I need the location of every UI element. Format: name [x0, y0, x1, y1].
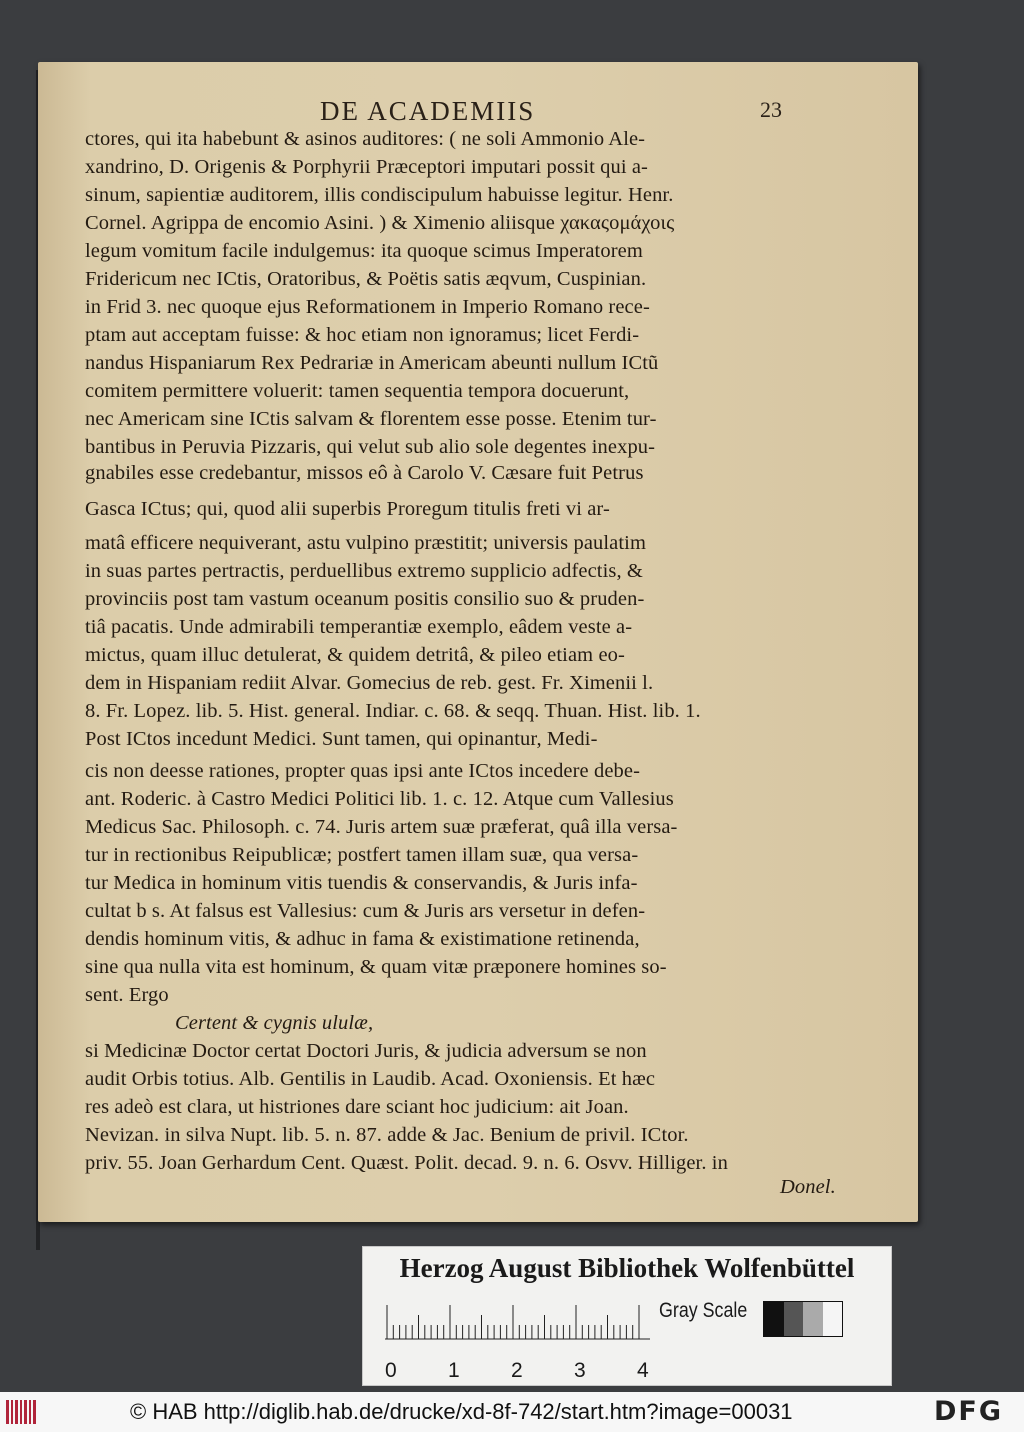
text-line: Gasca ICtus; qui, quod alii superbis Proregum titulis freti vi ar- [85, 498, 610, 520]
gray-patch [803, 1302, 823, 1336]
text-line: provinciis post tam vastum oceanum positis consilio suo & pruden- [85, 588, 645, 610]
library-name: Herzog August Bibliothek Wolfenbüttel [399, 1253, 855, 1283]
text-line: tur Medica in hominum vitis tuendis & conservandis, & Juris infa- [85, 872, 638, 894]
text-line: ant. Roderic. à Castro Medici Politici lib. 1. c. 12. Atque cum Vallesius [85, 788, 674, 810]
text-line: nandus Hispaniarum Rex Pedrariæ in Americam abeunti nullum ICtũ [85, 352, 659, 374]
text-line: comitem permittere voluerit: tamen sequentia tempora docuerunt, [85, 380, 630, 402]
text-line: Fridericum nec ICtis, Oratoribus, & Poëtis satis æqvum, Cuspinian. [85, 268, 647, 290]
text-line: tur in rectionibus Reipublicæ; postfert tamen illam suæ, qua versa- [85, 844, 639, 866]
text-line: legum vomitum facile indulgemus: ita quoque scimus Imperatorem [85, 240, 643, 262]
text-line: sinum, sapientiæ auditorem, illis condiscipulum habuisse legitur. Henr. [85, 184, 674, 206]
text-line: Nevizan. in silva Nupt. lib. 5. n. 87. adde & Jac. Benium de privil. ICtor. [85, 1124, 689, 1146]
text-line: matâ efficere nequiverant, astu vulpino præstitit; universis paulatim [85, 532, 647, 554]
text-line: Donel. [780, 1176, 836, 1198]
text-line: nec Americam sine ICtis salvam & florentem esse posse. Etenim tur- [85, 408, 657, 430]
text-line: tiâ pacatis. Unde admirabili temperantiæ exemplo, eâdem veste a- [85, 616, 633, 638]
ruler-label: 3 [574, 1359, 586, 1382]
text-line: 8. Fr. Lopez. lib. 5. Hist. general. Indiar. c. 68. & seqq. Thuan. Hist. lib. 1. [85, 700, 701, 722]
gray-patch [823, 1302, 843, 1336]
text-line: audit Orbis totius. Alb. Gentilis in Laudib. Acad. Oxoniensis. Et hæc [85, 1068, 656, 1090]
text-line: ptam aut acceptam fuisse: & hoc etiam non ignoramus; licet Ferdi- [85, 324, 640, 346]
gray-patch [784, 1302, 804, 1336]
ruler-label: 1 [448, 1359, 460, 1382]
ruler-label: 4 [637, 1359, 649, 1382]
library-color-card [362, 1246, 892, 1386]
ruler-label: 0 [385, 1359, 397, 1382]
hab-barcode-icon [6, 1398, 36, 1426]
gray-patch [764, 1302, 784, 1336]
text-line: si Medicinæ Doctor certat Doctori Juris, & judicia adversum se non [85, 1040, 647, 1062]
ruler-scale [385, 1301, 650, 1341]
text-line: cultat b s. At falsus est Vallesius: cum & Juris ars versetur in defen- [85, 900, 646, 922]
running-head: DE ACADEMIIS [320, 96, 536, 126]
text-line: dendis hominum vitis, & adhuc in fama & existimatione retinenda, [85, 928, 640, 950]
ruler-label: 2 [511, 1359, 523, 1382]
text-line: ctores, qui ita habebunt & asinos auditores: ( ne soli Ammonio Ale- [85, 128, 646, 150]
text-line: priv. 55. Joan Gerhardum Cent. Quæst. Polit. decad. 9. n. 6. Osvv. Hilliger. in [85, 1152, 728, 1174]
text-line: in Frid 3. nec quoque ejus Reformationem in Imperio Romano rece- [85, 296, 650, 318]
copyright-url: © HAB http://diglib.hab.de/drucke/xd-8f-742/start.htm?image=00031 [130, 1399, 793, 1424]
text-line: gnabiles esse credebantur, missos eô à Carolo V. Cæsare fuit Petrus [85, 462, 644, 484]
grayscale-label: Gray Scale [659, 1299, 748, 1322]
text-line: xandrino, D. Origenis & Porphyrii Præceptori imputari possit qui a- [85, 156, 648, 178]
verse-line: Certent & cygnis ululæ, [175, 1012, 374, 1034]
footer-bar [0, 1392, 1024, 1432]
text-line: res adeò est clara, ut histriones dare sciant hoc judicium: ait Joan. [85, 1096, 629, 1118]
page-number: 23 [760, 97, 782, 122]
text-line: bantibus in Peruvia Pizzaris, qui velut sub alio sole degentes inexpu- [85, 436, 656, 458]
text-line: Medicus Sac. Philosoph. c. 74. Juris artem suæ præferat, quâ illa versa- [85, 816, 678, 838]
text-line: Post ICtos incedunt Medici. Sunt tamen, qui opinantur, Medi- [85, 728, 598, 750]
text-line: dem in Hispaniam rediit Alvar. Gomecius de reb. gest. Fr. Ximenii l. [85, 672, 654, 694]
text-line: sent. Ergo [85, 984, 169, 1006]
text-line: mictus, quam illuc detulerat, & quidem detritâ, & pileo etiam eo- [85, 644, 625, 666]
text-line: sine qua nulla vita est hominum, & quam vitæ præponere homines so- [85, 956, 667, 978]
text-line: cis non deesse rationes, propter quas ipsi ante ICtos incedere debe- [85, 760, 640, 782]
dfg-logo: DFG [934, 1396, 1004, 1427]
grayscale-swatch [763, 1301, 843, 1337]
text-line: Cornel. Agrippa de encomio Asini. ) & Ximenio aliisque χακαςομάχοις [85, 212, 675, 234]
text-line: in suas partes pertractis, perduellibus extremo supplicio adfectis, & [85, 560, 643, 582]
